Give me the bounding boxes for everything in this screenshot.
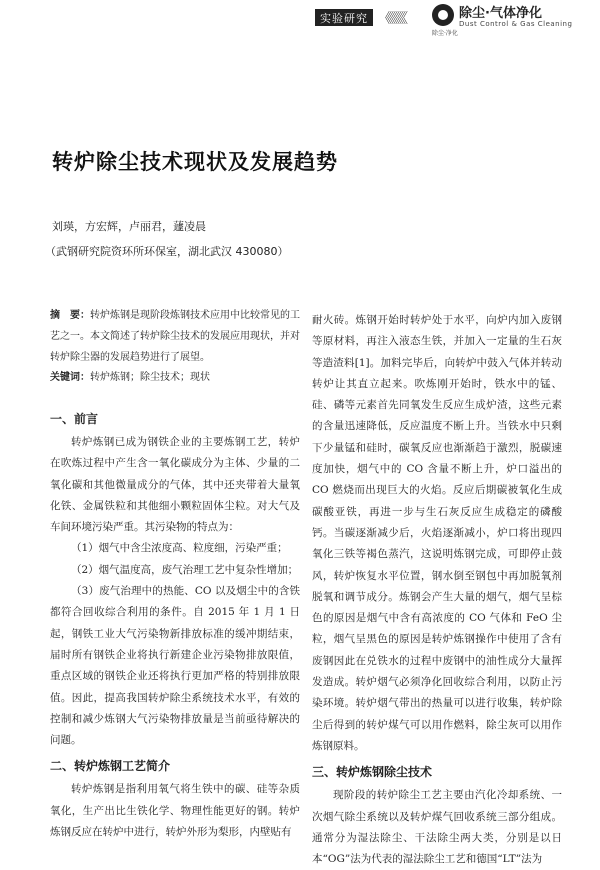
abstract bbox=[50, 305, 300, 368]
header-chevrons: 《《《《《 bbox=[378, 11, 405, 27]
paragraph: 转炉炼钢已成为钢铁企业的主要炼钢工艺，转炉在吹炼过程中产生含一氧化碳成分为主体、少量的二氧化碳和其他微量成分的气体，其中还夹带着大量氧化铁、金属铁粒和其他细小颗粒固体尘粒。对大气及车间环境污染严重。其污染物的特点为： bbox=[50, 436, 300, 534]
list-item: （1）烟气中含尘浓度高、粒度细，污染严重； bbox=[71, 542, 288, 555]
paragraph: 耐火砖。炼钢开始时转炉处于水平，向炉内加入废钢等原材料，再注入液态生铁，并加入一定量的生石灰等造渣料[1]。加料完毕后，向转炉中鼓入气体并转动转炉让其直立起来。吹炼刚开始时，铁水中的锰、硅、磷等元素首先同氧发生反应生成炉渣，这些元素的含量迅速降低，反应温度不断上升。当铁水中只剩下少量锰和硅时，碳氧反应也渐渐趋于激烈，脱碳速度加快，烟气中的 CO 含量不断上升，炉口溢出的 CO 燃烧而出现巨大的火焰。反应后期碳被氧化生成碳酸亚铁，再进一步与生石灰反应生成稳定的磷酸钙。当碳逐渐减少后，火焰逐渐减小，炉口将出现四氧化三铁等褐色蒸汽，这说明炼钢完成，可即停止鼓风，转炉恢复水平位置，钢水倒至钢包中再加脱氧剂脱氧和调节成分。炼钢会产生大量的烟气，烟气呈棕色的原因是烟气中含有高浓度的 CO 气体和 FeO 尘粒，烟气呈黑色的原因是转炉炼钢操作中使用了含有废钢因此在兑铁水的过程中废钢中的油性成分大量挥发造成。转炉烟气必须净化回收综合利用，以防止污染环境。转炉烟气带出的热量可以进行收集，转炉除尘后得到的转炉煤气可以用作燃料，除尘灰可以用作炼钢原料。 bbox=[312, 314, 562, 752]
keywords bbox=[50, 368, 300, 388]
section-tag: 实验研究 bbox=[315, 9, 373, 26]
section-heading-3: 三、转炉炼钢除尘技术 bbox=[312, 765, 433, 780]
journal-logo-icon bbox=[432, 4, 454, 26]
keywords-text: 转炉炼钢；除尘技术；现状 bbox=[90, 372, 210, 383]
section-heading-1: 一、前言 bbox=[50, 412, 99, 426]
journal-subtitle: Dust Control & Gas Cleaning bbox=[459, 20, 573, 28]
section-heading-2: 二、转炉炼钢工艺简介 bbox=[50, 759, 171, 774]
article-title: 转炉除尘技术现状及发展趋势 bbox=[52, 150, 338, 174]
journal-name: 除尘·气体净化 bbox=[459, 6, 542, 21]
abstract-text: 转炉炼钢是现阶段炼钢技术应用中比较常见的工艺之一。本文简述了转炉除尘技术的发展应用现状，并对转炉除尘器的发展趋势进行了展望。 bbox=[50, 310, 300, 363]
paragraph: 现阶段的转炉除尘工艺主要由汽化冷却系统、一次烟气除尘系统以及转炉煤气回收系统三部分组成。通常分为湿法除尘、干法除尘两大类，分别是以日本“OG”法为代表的湿法除尘工艺和德国“LT”法为 bbox=[312, 789, 562, 866]
list-item: （3）废气治理中的热能、CO 以及烟尘中的含铁都符合回收综合利用的条件。自 2015 年 1 月 1 日起，钢铁工业大气污染物新排放标准的缓冲期结束，届时所有钢铁企业将执行新建企业污染物排放限值，重点区域的钢铁企业还将执行更加严格的特别排放限值。因此，提高我国转炉除尘系统技术水平，有效的控制和减少炼钢大气污染物排放量是当前亟待解决的问题。 bbox=[50, 585, 300, 747]
paragraph: 转炉炼钢是指利用氧气将生铁中的碳、硅等杂质氧化，生产出比生铁化学、物理性能更好的钢。转炉炼钢反应在转炉中进行，转炉外形为梨形，内壁贴有 bbox=[50, 783, 300, 839]
left-column bbox=[50, 305, 300, 843]
right-column bbox=[312, 310, 562, 870]
journal-logo-caption: 除尘·净化 bbox=[432, 30, 458, 37]
authors: 刘瑛，方宏辉，卢丽君，蘧凌晨 bbox=[52, 220, 206, 233]
affiliation: （武钢研究院资环所环保室，湖北武汉 430080） bbox=[45, 245, 289, 258]
keywords-label: 关键词： bbox=[50, 372, 90, 383]
list-item: （2）烟气温度高，废气治理工艺中复杂性增加； bbox=[71, 563, 299, 576]
abstract-label: 摘 要： bbox=[50, 310, 90, 321]
